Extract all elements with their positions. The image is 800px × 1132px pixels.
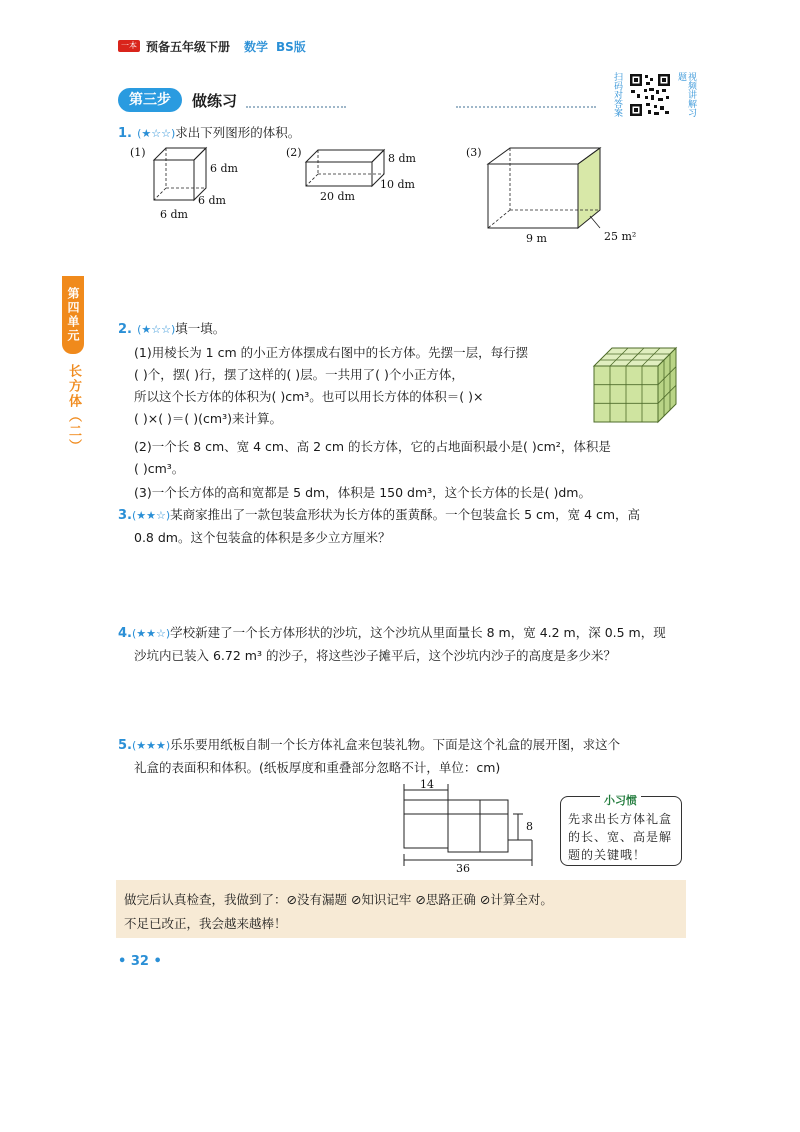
dim-height: 6 dm bbox=[210, 162, 238, 175]
text-line: (1)用棱长为 1 cm 的小正方体摆成右图中的长方体。先摆一层，每行摆 bbox=[134, 345, 529, 360]
difficulty-stars: (★★☆) bbox=[131, 509, 171, 522]
qr-caption-right: 视频讲解习题 bbox=[676, 72, 696, 117]
question-1-header bbox=[118, 122, 300, 144]
text-line: ( )×( )＝( )(cm³)来计算。 bbox=[134, 411, 282, 426]
tip-body: 先求出长方体礼盒的长、宽、高是解题的关键哦！ bbox=[568, 812, 673, 862]
dim-length: 6 dm bbox=[160, 208, 188, 221]
text-line: 某商家推出了一款包装盒形状为长方体的蛋黄酥。一个包装盒长 5 cm，宽 4 cm，高 bbox=[170, 507, 641, 522]
text-line: 乐乐要用纸板自制一个长方体礼盒来包装礼物。下面是这个礼盒的展开图，求这个 bbox=[170, 737, 621, 752]
text-line: (2)一个长 8 cm、宽 4 cm、高 2 cm 的长方体，它的占地面积最小是( )cm²，体积是 bbox=[134, 439, 611, 454]
question-number: 3. bbox=[118, 508, 132, 523]
question-text: 填一填。 bbox=[175, 321, 226, 336]
question-number: 2. bbox=[118, 322, 132, 337]
subject-label: 数学 bbox=[244, 40, 269, 54]
dim-side-area: 25 m² bbox=[604, 230, 637, 243]
unit-tab: 第四单元 bbox=[62, 276, 84, 354]
question-2-part-2 bbox=[134, 436, 710, 480]
unit-topic: 长方体（二） bbox=[66, 364, 81, 454]
dotted-divider bbox=[246, 106, 346, 108]
question-3 bbox=[118, 504, 698, 549]
text-line: 0.8 dm。这个包装盒的体积是多少立方厘米？ bbox=[134, 530, 391, 545]
figure-cube bbox=[130, 144, 240, 224]
question-number: 4. bbox=[118, 626, 132, 641]
difficulty-stars: (★☆☆) bbox=[137, 127, 176, 140]
question-2-part-1 bbox=[134, 342, 614, 430]
qr-code-icon[interactable] bbox=[628, 72, 672, 118]
figure-cuboid-shaded bbox=[466, 144, 656, 248]
text-line: 做完后认真检查，我做到了：⊘没有漏题 ⊘知识记牢 ⊘思路正确 ⊘计算全对。 bbox=[124, 892, 553, 907]
question-5 bbox=[118, 734, 698, 779]
text-line: 所以这个长方体的体积为( )cm³。也可以用长方体的体积＝( )× bbox=[134, 389, 484, 404]
difficulty-stars: (★☆☆) bbox=[137, 323, 176, 336]
dim-length: 20 dm bbox=[320, 190, 355, 203]
dim-width: 6 dm bbox=[198, 194, 226, 207]
question-number: 1. bbox=[118, 126, 132, 141]
difficulty-stars: (★★☆) bbox=[131, 627, 171, 640]
figure-label: (1) bbox=[130, 146, 146, 159]
dim-width: 10 dm bbox=[380, 178, 415, 191]
text-line: 学校新建了一个长方体形状的沙坑，这个沙坑从里面量长 8 m，宽 4.2 m，深 0.5 m，现 bbox=[170, 625, 666, 640]
dotted-divider bbox=[456, 106, 596, 108]
question-2-header bbox=[118, 318, 225, 340]
box-net-diagram bbox=[392, 780, 552, 874]
text-line: 沙坑内已装入 6.72 m³ 的沙子，将这些沙子摊平后，这个沙坑内沙子的高度是多少米？ bbox=[134, 648, 616, 663]
tip-title: 小习惯 bbox=[600, 792, 641, 808]
question-4 bbox=[118, 622, 698, 667]
dim-height: 8 dm bbox=[388, 152, 416, 165]
block-cuboid-figure bbox=[590, 344, 686, 426]
text-line: ( )cm³。 bbox=[134, 461, 185, 476]
figure-label: (3) bbox=[466, 146, 482, 159]
question-number: 5. bbox=[118, 738, 132, 753]
difficulty-stars: (★★★) bbox=[131, 739, 171, 752]
brand-badge: 一本 bbox=[118, 40, 140, 52]
text-line: (3)一个长方体的高和宽都是 5 dm，体积是 150 dm³，这个长方体的长是( )dm。 bbox=[134, 485, 591, 500]
figure-label: (2) bbox=[286, 146, 302, 159]
grade-label: 预备五年级下册 bbox=[146, 40, 231, 54]
text-line: 礼盒的表面积和体积。(纸板厚度和重叠部分忽略不计，单位：cm) bbox=[134, 760, 501, 775]
dim-length: 9 m bbox=[526, 232, 547, 245]
text-line: ( )个，摆( )行，摆了这样的( )层。一共用了( )个小正方体， bbox=[134, 367, 464, 382]
dim-top: 14 bbox=[420, 778, 434, 791]
qr-caption-left: 扫码对答案 bbox=[612, 72, 622, 117]
dim-side: 8 bbox=[526, 820, 533, 833]
dim-bottom: 36 bbox=[456, 862, 470, 875]
figure-cuboid bbox=[286, 144, 426, 208]
checklist-text bbox=[124, 888, 694, 936]
edition-label: BS版 bbox=[276, 40, 306, 54]
step-badge: 第三步 bbox=[118, 88, 182, 112]
section-title: 做练习 bbox=[192, 92, 238, 110]
question-2-part-3 bbox=[134, 482, 710, 504]
question-text: 求出下列图形的体积。 bbox=[175, 125, 301, 140]
page-number: • 32 • bbox=[118, 954, 162, 969]
text-line: 不足已改正，我会越来越棒！ bbox=[124, 916, 287, 931]
